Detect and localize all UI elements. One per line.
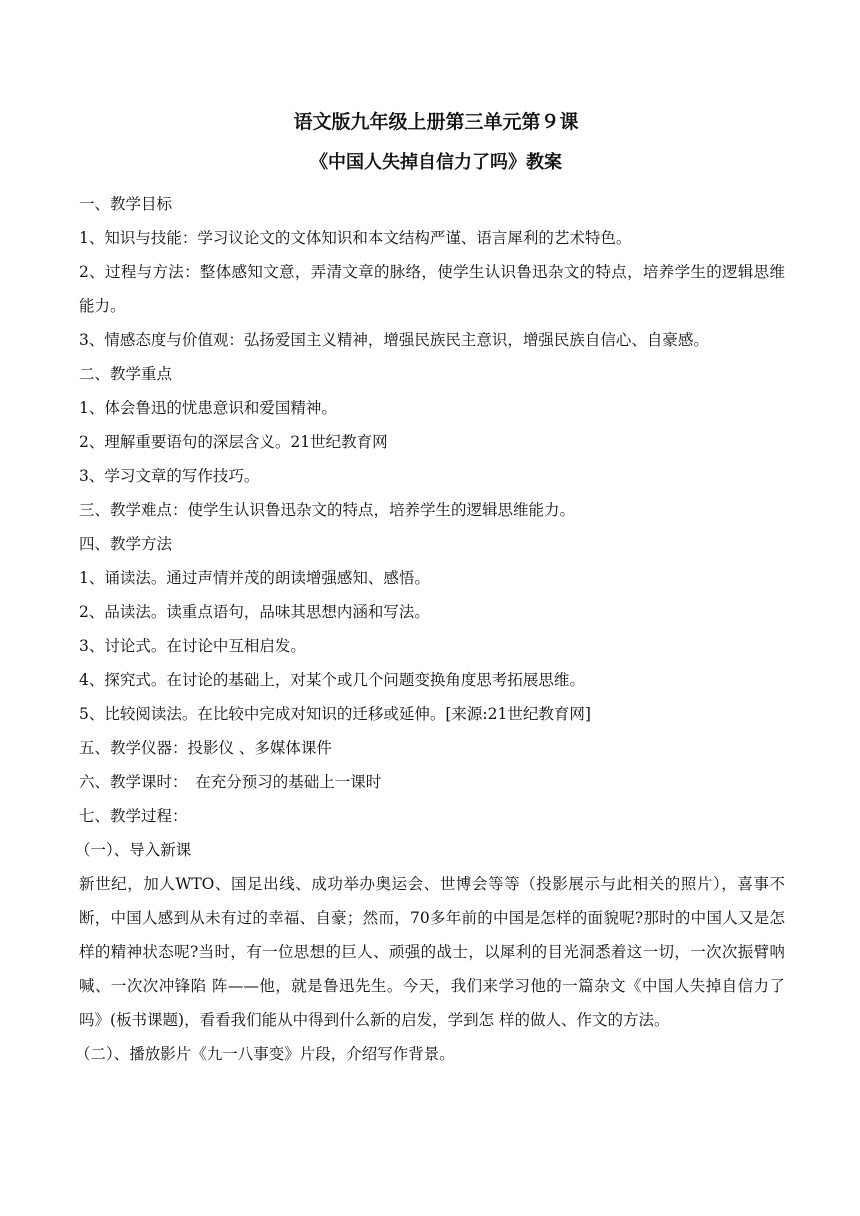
objective-item-1: 1、知识与技能：学习议论文的文体知识和本文结构严谨、语言犀利的艺术特色。 <box>79 229 632 247</box>
method-item-1: 1、诵读法。通过声情并茂的朗读增强感知、感悟。 <box>79 569 430 587</box>
process-step-1-heading: （一）、导入新课 <box>75 841 192 859</box>
method-item-5: 5、比较阅读法。在比较中完成对知识的迁移或延伸。[来源:21世纪教育网] <box>79 705 591 723</box>
objective-item-3: 3、情感态度与价值观：弘扬爱国主义精神，增强民族民主意识，增强民族自信心、自豪感。 <box>79 331 709 349</box>
objective-item-2: 2、过程与方法：整体感知文意，弄清文章的脉络，使学生认识鲁迅杂文的特点，培养学生的逻辑思维能力。 <box>79 263 785 315</box>
section-heading-process: 七、教学过程： <box>79 807 188 825</box>
section-heading-key-points: 二、教学重点 <box>79 365 173 383</box>
key-point-item-1: 1、体会鲁迅的忧患意识和爱国精神。 <box>79 399 337 417</box>
section-heading-difficulties: 三、教学难点：使学生认识鲁迅杂文的特点，培养学生的逻辑思维能力。 <box>79 501 576 519</box>
process-step-1-text: 新世纪，加人WTO、国足出线、成功举办奥运会、世博会等等（投影展示与此相关的照片），喜事不断，中国人感到从未有过的幸福、自豪；然而，70多年前的中国是怎样的面貌呢?那时的中国人又是怎样的精神状态呢?当时，有一位思想的巨人、顽强的战士，以犀利的目光洞悉着这一切，一次次振臂呐喊、一次次冲锋陷 阵——他，就是鲁迅先生。今天，我们来学习他的一篇杂文《中国人失掉自信力了吗》(板书课题)，看看我们能从中得到什么新的启发，学到怎 样的做人、作文的方法。 <box>79 875 785 1029</box>
section-heading-equipment: 五、教学仪器：投影仪 、多媒体课件 <box>79 739 332 757</box>
document-subtitle: 《中国人失掉自信力了吗》教案 <box>310 152 562 173</box>
key-point-item-2: 2、理解重要语句的深层含义。21世纪教育网 <box>79 433 388 451</box>
method-item-3: 3、讨论式。在讨论中互相启发。 <box>79 637 306 655</box>
key-point-item-3: 3、学习文章的写作技巧。 <box>79 467 260 485</box>
section-heading-methods: 四、教学方法 <box>79 535 173 553</box>
document-title: 语文版九年级上册第三单元第９课 <box>293 111 579 133</box>
process-step-2-heading: （二）、播放影片《九一八事变》片段，介绍写作背景。 <box>75 1045 455 1063</box>
document-body <box>75 108 785 1071</box>
method-item-2: 2、品读法。读重点语句，品味其思想内涵和写法。 <box>79 603 430 621</box>
section-heading-class-hours: 六、教学课时： 在充分预习的基础上一课时 <box>79 773 382 791</box>
section-heading-objectives: 一、教学目标 <box>79 195 173 213</box>
method-item-4: 4、探究式。在讨论的基础上，对某个或几个问题变换角度思考拓展思维。 <box>79 671 585 689</box>
